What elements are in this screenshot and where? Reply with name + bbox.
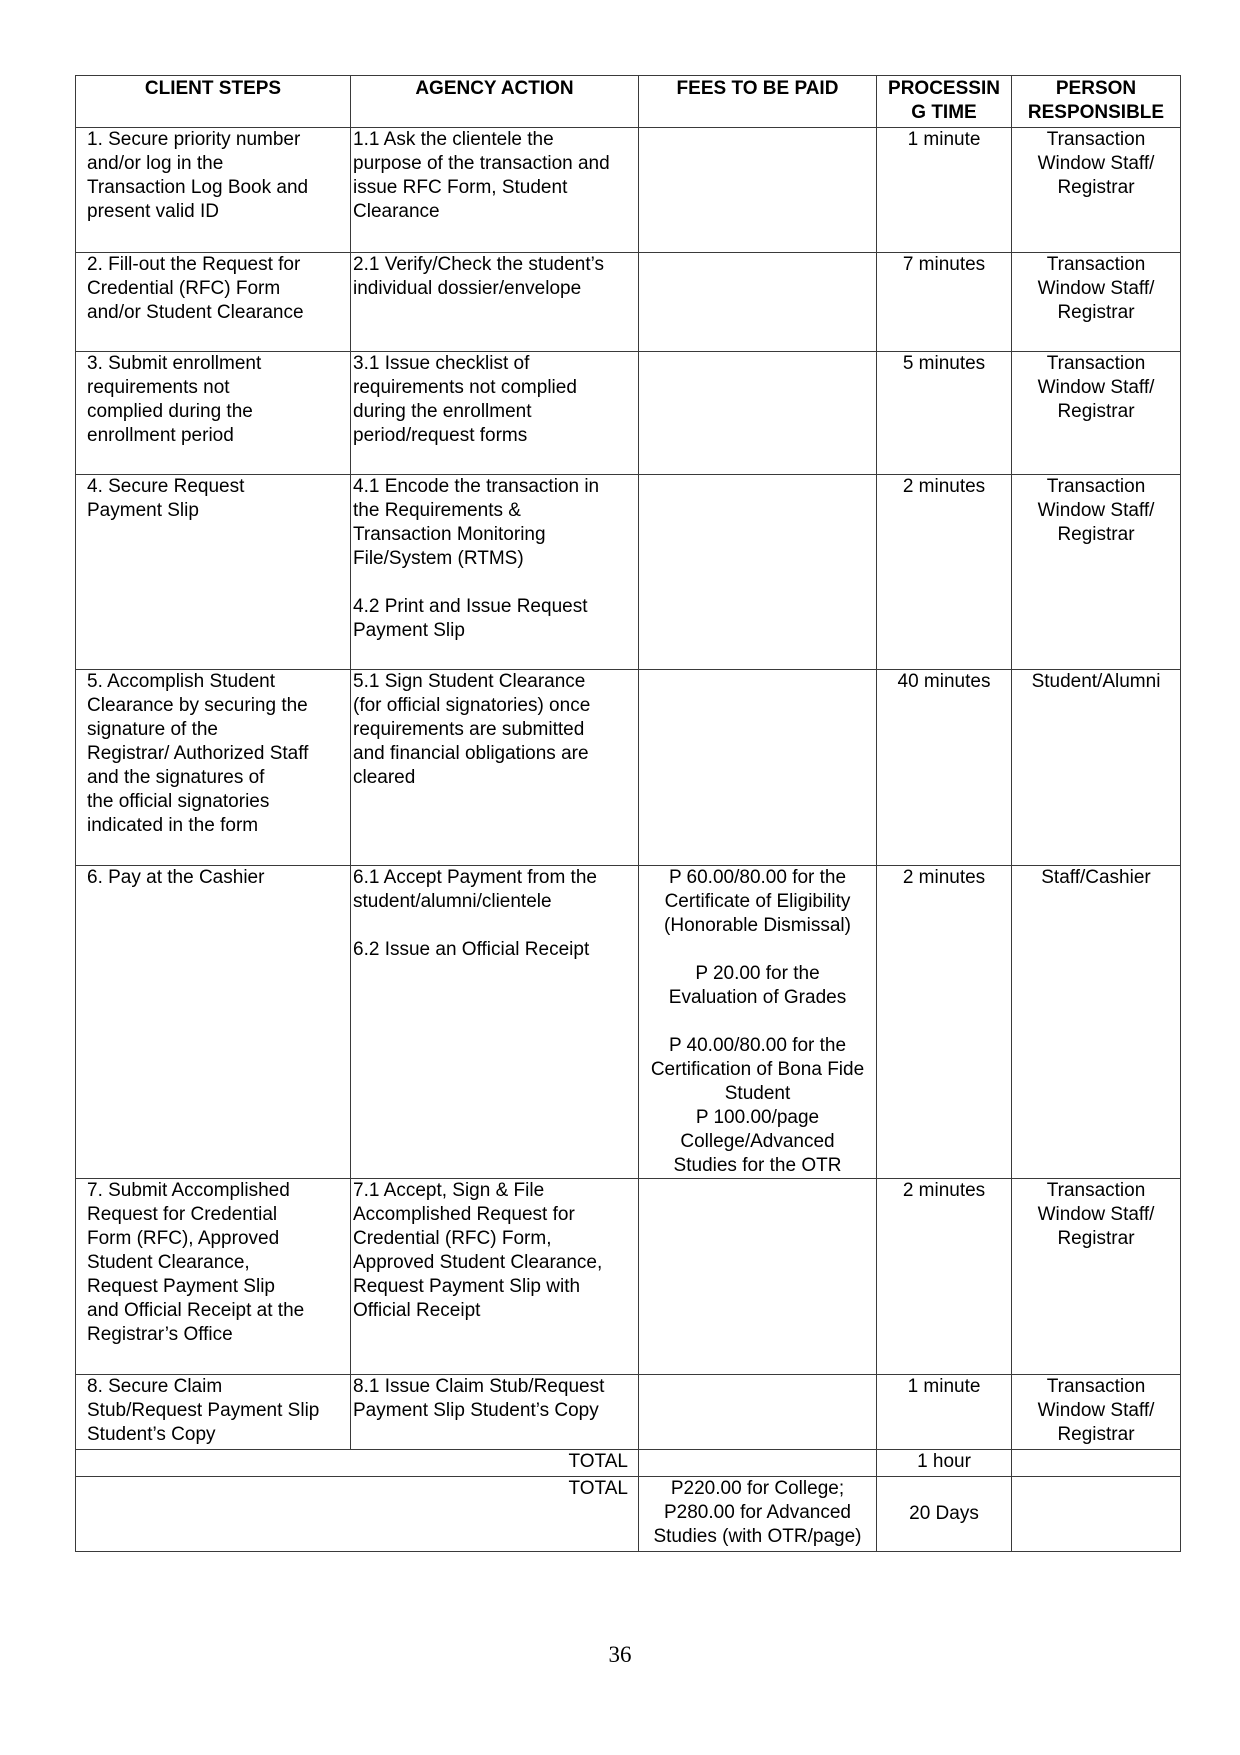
agency-action-cell <box>351 352 639 475</box>
fees-cell <box>639 253 877 352</box>
table-row <box>76 475 1181 670</box>
total-label-cell <box>76 1450 639 1477</box>
total-fees-cell <box>639 1450 877 1477</box>
total-processing-time-cell <box>877 1450 1012 1477</box>
client-step-cell <box>76 1375 351 1450</box>
table-row <box>76 352 1181 475</box>
total-row <box>76 1450 1181 1477</box>
person-responsible-text: Transaction <box>1046 1376 1146 1397</box>
fee-text: Evaluation of Grades <box>668 987 847 1008</box>
person-responsible-text: Window Staff/ <box>1037 1204 1155 1225</box>
total-label-cell <box>76 1477 639 1552</box>
header-text-line: RESPONSIBLE <box>1027 102 1165 123</box>
agency-action-text: 4.2 Print and Issue Request <box>353 596 588 617</box>
page-number: 36 <box>608 1642 632 1667</box>
client-step-text: indicated in the form <box>87 815 259 836</box>
person-responsible-text: Window Staff/ <box>1037 278 1155 299</box>
client-step-cell <box>76 1179 351 1375</box>
agency-action-cell <box>351 475 639 670</box>
client-step-text: and Official Receipt at the <box>87 1300 305 1321</box>
fee-text: College/Advanced <box>680 1131 835 1152</box>
fees-cell <box>639 670 877 866</box>
agency-action-text: 5.1 Sign Student Clearance <box>353 671 586 692</box>
agency-action-text: 1.1 Ask the clientele the <box>353 129 554 150</box>
client-step-text: 2. Fill-out the Request for <box>87 254 301 275</box>
processing-time-cell <box>877 866 1012 1179</box>
client-step-text: signature of the <box>87 719 218 740</box>
processing-time-cell <box>877 352 1012 475</box>
paragraph-gap <box>639 1010 876 1034</box>
client-step-cell <box>76 866 351 1179</box>
client-step-text: Registrar/ Authorized Staff <box>87 743 309 764</box>
processing-time-cell <box>877 475 1012 670</box>
processing-time-text: 2 minutes <box>902 476 986 497</box>
person-responsible-text: Registrar <box>1057 401 1135 422</box>
table-row <box>76 128 1181 253</box>
client-step-cell <box>76 475 351 670</box>
client-step-text: requirements not <box>87 377 230 398</box>
total-label-text: TOTAL <box>568 1478 628 1499</box>
person-responsible-cell <box>1012 253 1181 352</box>
client-step-text: 5. Accomplish Student <box>87 671 275 692</box>
agency-action-cell <box>351 253 639 352</box>
agency-action-text: Official Receipt <box>353 1300 481 1321</box>
agency-action-text: Payment Slip Student’s Copy <box>353 1400 599 1421</box>
client-step-text: present valid ID <box>87 201 220 222</box>
total-fee-text: P280.00 for Advanced <box>664 1502 851 1523</box>
client-step-text: 8. Secure Claim <box>87 1376 223 1397</box>
fee-text: Student <box>724 1083 791 1104</box>
person-responsible-text: Transaction <box>1046 1180 1146 1201</box>
agency-action-text: the Requirements & <box>353 500 521 521</box>
client-step-text: and/or Student Clearance <box>87 302 304 323</box>
table-row <box>76 1179 1181 1375</box>
client-step-text: Clearance by securing the <box>87 695 308 716</box>
fee-text: Certification of Bona Fide <box>650 1059 865 1080</box>
client-step-text: Student’s Copy <box>87 1424 216 1445</box>
client-step-text: 6. Pay at the Cashier <box>87 867 265 888</box>
table-row <box>76 1375 1181 1450</box>
processing-time-cell <box>877 1179 1012 1375</box>
total-fee-text: P220.00 for College; <box>670 1478 845 1499</box>
person-responsible-cell <box>1012 866 1181 1179</box>
fees-cell <box>639 866 877 1179</box>
processing-time-text: 1 minute <box>907 1376 981 1397</box>
client-step-text: Payment Slip <box>87 500 199 521</box>
fee-text: (Honorable Dismissal) <box>664 915 851 936</box>
header-client-steps <box>76 76 351 128</box>
header-text-line: PROCESSIN <box>888 78 1000 99</box>
agency-action-text: Transaction Monitoring <box>353 524 546 545</box>
agency-action-cell <box>351 1179 639 1375</box>
client-step-text: 3. Submit enrollment <box>87 353 262 374</box>
header-processing-time <box>877 76 1012 128</box>
fee-text: P 20.00 for the <box>695 963 820 984</box>
person-responsible-text: Transaction <box>1046 353 1146 374</box>
agency-action-text: 4.1 Encode the transaction in <box>353 476 600 497</box>
agency-action-text: requirements are submitted <box>353 719 585 740</box>
agency-action-text: and financial obligations are <box>353 743 589 764</box>
person-responsible-cell <box>1012 670 1181 866</box>
person-responsible-text: Student/Alumni <box>1031 671 1161 692</box>
client-step-text: Registrar’s Office <box>87 1324 233 1345</box>
fee-text: P 60.00/80.00 for the <box>668 867 847 888</box>
person-responsible-cell <box>1012 1179 1181 1375</box>
agency-action-text: Payment Slip <box>353 620 465 641</box>
person-responsible-text: Window Staff/ <box>1037 153 1155 174</box>
processing-time-cell <box>877 1375 1012 1450</box>
client-step-cell <box>76 352 351 475</box>
client-step-text: Request for Credential <box>87 1204 278 1225</box>
person-responsible-text: Registrar <box>1057 1228 1135 1249</box>
client-step-text: Stub/Request Payment Slip <box>87 1400 320 1421</box>
processing-time-text: 1 minute <box>907 129 981 150</box>
client-step-text: and/or log in the <box>87 153 224 174</box>
fee-text: Studies for the OTR <box>673 1155 842 1176</box>
header-fees-to-be-paid <box>639 76 877 128</box>
paragraph-gap <box>353 914 636 938</box>
paragraph-gap <box>639 938 876 962</box>
table-row <box>76 866 1181 1179</box>
client-step-text: and the signatures of <box>87 767 265 788</box>
client-step-text: the official signatories <box>87 791 270 812</box>
process-table <box>75 75 1181 1552</box>
paragraph-gap <box>353 571 636 595</box>
agency-action-text: (for official signatories) once <box>353 695 591 716</box>
header-text-line: G TIME <box>911 102 977 123</box>
agency-action-text: 6.2 Issue an Official Receipt <box>353 939 590 960</box>
agency-action-text: purpose of the transaction and <box>353 153 610 174</box>
client-step-cell <box>76 128 351 253</box>
client-step-text: 1. Secure priority number <box>87 129 301 150</box>
agency-action-text: 7.1 Accept, Sign & File <box>353 1180 545 1201</box>
header-text-line: AGENCY ACTION <box>415 78 574 99</box>
agency-action-text: period/request forms <box>353 425 528 446</box>
agency-action-text: 2.1 Verify/Check the student’s <box>353 254 605 275</box>
agency-action-text: 8.1 Issue Claim Stub/Request <box>353 1376 605 1397</box>
processing-time-cell <box>877 128 1012 253</box>
person-responsible-text: Window Staff/ <box>1037 500 1155 521</box>
client-step-text: complied during the <box>87 401 253 422</box>
agency-action-text: during the enrollment <box>353 401 532 422</box>
total-label-text: TOTAL <box>568 1451 628 1472</box>
processing-time-text: 7 minutes <box>902 254 986 275</box>
total-row <box>76 1477 1181 1552</box>
processing-time-cell <box>877 670 1012 866</box>
person-responsible-text: Staff/Cashier <box>1041 867 1151 888</box>
header-text-line: CLIENT STEPS <box>144 78 282 99</box>
person-responsible-text: Window Staff/ <box>1037 1400 1155 1421</box>
agency-action-text: Request Payment Slip with <box>353 1276 581 1297</box>
client-step-cell <box>76 253 351 352</box>
fees-cell <box>639 352 877 475</box>
processing-time-text: 40 minutes <box>897 671 991 692</box>
processing-time-text: 2 minutes <box>902 1180 986 1201</box>
person-responsible-text: Registrar <box>1057 524 1135 545</box>
agency-action-text: File/System (RTMS) <box>353 548 524 569</box>
client-step-text: 4. Secure Request <box>87 476 245 497</box>
agency-action-text: Accomplished Request for <box>353 1204 575 1225</box>
agency-action-text: 3.1 Issue checklist of <box>353 353 530 374</box>
fees-cell <box>639 1375 877 1450</box>
total-processing-time-text: 1 hour <box>917 1451 971 1472</box>
agency-action-text: Clearance <box>353 201 440 222</box>
agency-action-text: Approved Student Clearance, <box>353 1252 603 1273</box>
agency-action-text: Credential (RFC) Form, <box>353 1228 552 1249</box>
client-step-text: Transaction Log Book and <box>87 177 309 198</box>
person-responsible-text: Transaction <box>1046 254 1146 275</box>
agency-action-cell <box>351 1375 639 1450</box>
total-fee-text: Studies (with OTR/page) <box>653 1526 862 1547</box>
person-responsible-text: Registrar <box>1057 177 1135 198</box>
fee-text: P 100.00/page <box>695 1107 820 1128</box>
total-person-responsible-cell <box>1012 1450 1181 1477</box>
header-text-line: FEES TO BE PAID <box>676 78 839 99</box>
person-responsible-text: Transaction <box>1046 129 1146 150</box>
person-responsible-text: Registrar <box>1057 1424 1135 1445</box>
header-person-responsible <box>1012 76 1181 128</box>
agency-action-text: individual dossier/envelope <box>353 278 582 299</box>
header-text-line: PERSON <box>1055 78 1137 99</box>
total-fees-cell <box>639 1477 877 1552</box>
person-responsible-cell <box>1012 1375 1181 1450</box>
fee-text: P 40.00/80.00 for the <box>668 1035 847 1056</box>
person-responsible-text: Transaction <box>1046 476 1146 497</box>
processing-time-text: 5 minutes <box>902 353 986 374</box>
person-responsible-cell <box>1012 475 1181 670</box>
person-responsible-cell <box>1012 128 1181 253</box>
table-row <box>76 253 1181 352</box>
client-step-cell <box>76 670 351 866</box>
agency-action-cell <box>351 866 639 1179</box>
table-row <box>76 670 1181 866</box>
client-step-text: enrollment period <box>87 425 234 446</box>
person-responsible-text: Window Staff/ <box>1037 377 1155 398</box>
total-processing-time-cell <box>877 1477 1012 1552</box>
client-step-text: Request Payment Slip <box>87 1276 275 1297</box>
person-responsible-cell <box>1012 352 1181 475</box>
fees-cell <box>639 1179 877 1375</box>
agency-action-text: issue RFC Form, Student <box>353 177 568 198</box>
agency-action-text: cleared <box>353 767 416 788</box>
agency-action-text: 6.1 Accept Payment from the <box>353 867 597 888</box>
processing-time-cell <box>877 253 1012 352</box>
processing-time-text: 2 minutes <box>902 867 986 888</box>
header-agency-action <box>351 76 639 128</box>
client-step-text: 7. Submit Accomplished <box>87 1180 290 1201</box>
agency-action-text: student/alumni/clientele <box>353 891 552 912</box>
agency-action-text: requirements not complied <box>353 377 577 398</box>
client-step-text: Credential (RFC) Form <box>87 278 281 299</box>
total-person-responsible-cell <box>1012 1477 1181 1552</box>
agency-action-cell <box>351 670 639 866</box>
fees-cell <box>639 475 877 670</box>
table-header-row <box>76 76 1181 128</box>
person-responsible-text: Registrar <box>1057 302 1135 323</box>
total-processing-time-text: 20 Days <box>909 1503 979 1524</box>
client-step-text: Form (RFC), Approved <box>87 1228 280 1249</box>
fee-text: Certificate of Eligibility <box>664 891 851 912</box>
agency-action-cell <box>351 128 639 253</box>
client-step-text: Student Clearance, <box>87 1252 250 1273</box>
fees-cell <box>639 128 877 253</box>
